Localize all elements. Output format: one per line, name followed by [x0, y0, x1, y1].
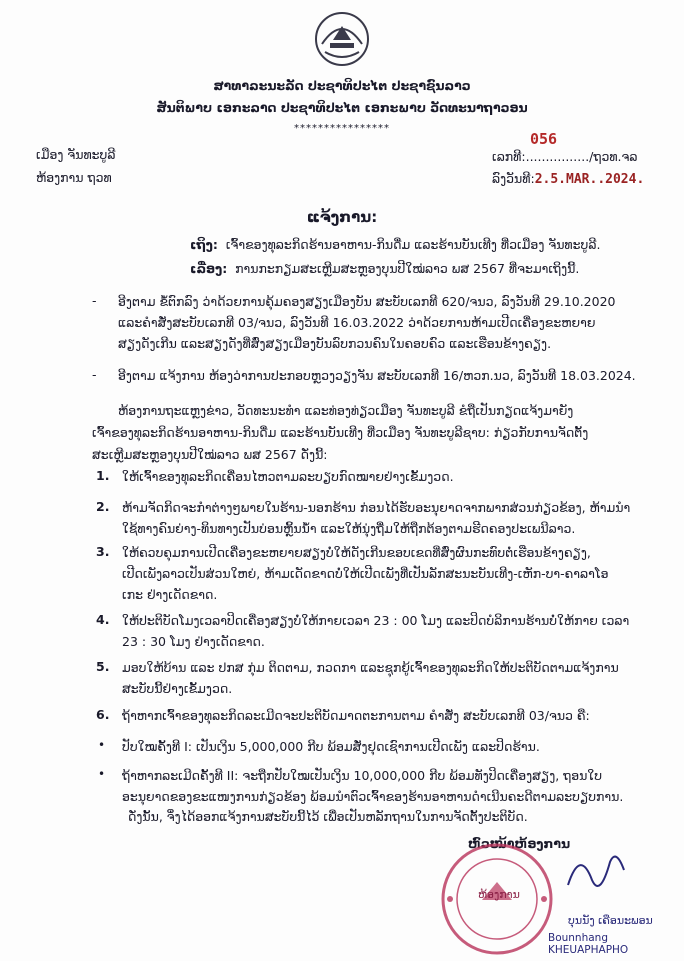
to-text: ເຈົ້າຂອງທຸລະກິດຮ້ານອາຫານ-ກິນດື່ມ ແລະຮ້ານບັນເທີງ ທີ່ວເມືອງ ຈັນທະບູລີ. — [225, 237, 601, 252]
subject-label: ເລື່ອງ: — [190, 261, 228, 276]
intro-line-3: ສະເຫຼີມສະຫຼອງບຸນປີໃໝ່ລາວ ພສ 2567 ດັ່ງນີ້: — [92, 447, 328, 462]
item-1 — [122, 466, 662, 487]
item-line: 23 : 30 ໂມງ ຢ່າງເດັດຂາດ. — [122, 634, 265, 649]
item-number: 4. — [96, 612, 110, 627]
item-line: ຖ້າຫາກເຈົ້າຂອງທຸລະກິດລະເມີດຈະປະຕິບັດມາດຕະການຕາມ ຄໍາສັ່ງ ສະບັບເລກທີ 03/ຈນວ ຄື: — [122, 708, 590, 723]
handwritten-number: 056 — [530, 130, 558, 148]
item-line: ສະບັບນີ້ຢ່າງເຂັ້ມງວດ. — [122, 681, 233, 696]
reference-1 — [118, 291, 658, 354]
to-label: ເຖິງ: — [190, 237, 218, 252]
reference-1-line: ອີງຕາມ ຂໍ້ຕົກລົງ ວ່າດ້ວຍການຄຸ້ມຄອງສຽງເມືອງບັນ ສະບັບເລກທີ 620/ຈນວ, ລົງວັນທີ 29.10.2020 — [118, 294, 616, 309]
document-title: ແຈ້ງການ: — [306, 208, 378, 226]
date-line — [492, 171, 644, 187]
item-number: 6. — [96, 707, 110, 722]
penalty-line: ອະນຸຍາດຂອງຂະແໜງການກ່ຽວຂ້ອງ ພ້ອມນໍາຕົວເຈົ້າຂອງຮ້ານອາຫານດໍາເນີນຄະດີຕາມລະບຽບການ. — [122, 789, 624, 804]
item-line: ໃຫ້ເຈົ້າຂອງທຸລະກິດເຄື່ອນໄຫວຕາມລະບຽບກົດໝາຍຢ່າງເຂັ້ມງວດ. — [122, 469, 454, 484]
reference-2-bullet: - — [92, 367, 97, 382]
number-label: ເລກທີ: — [492, 149, 526, 164]
header-line-2: ສັນຕິພາບ ເອກະລາດ ປະຊາທິປະໄຕ ເອກະພາບ ວັດທະນາຖາວອນ — [156, 100, 528, 115]
penalty-bullet: • — [98, 738, 106, 752]
item-line: ເປີດເພັງລາວເປັນສ່ວນໃຫຍ່, ຫ້າມເດັດຂາດບໍ່ໃຫ້ເປີດເພັງທີ່ເປັນລັກສະນະບັນເທີງ-ເຫັກ-ບາ-ຄາລາໂອ — [122, 566, 609, 581]
stamp-text: ຫ້ອງການ — [478, 888, 520, 901]
reference-2-line: ອີງຕາມ ແຈ້ງການ ຫ້ອງວ່າການປະກອບຫຼວງວຽງຈັນ ສະບັບເລກທີ 16/ຫວກ.ນວ, ລົງວັນທີ 18.03.2024. — [118, 368, 636, 383]
closing-line: ດັ່ງນັ້ນ, ຈຶ່ງໄດ້ອອກແຈ້ງການສະບັບນີ້ໄວ້ ເພື່ອເປັນຫລັກຖານໃນການຈັດຕັ້ງປະຕິບັດ. — [128, 809, 528, 824]
penalty-bullet: • — [98, 767, 106, 781]
item-line: ຫ້າມຈັດກິດຈະກໍາຕ່າງໆພາຍໃນຮ້ານ-ນອກຮ້ານ ກ່ອນໄດ້ຮັບອະນຸຍາດຈາກພາກສ່ວນກ່ຽວຂ້ອງ, ຫ້າມນໍາ — [122, 500, 631, 515]
date-label: ລົງວັນທີ: — [492, 171, 535, 186]
header-line-1: ສາທາລະນະລັດ ປະຊາທິປະໄຕ ປະຊາຊົນລາວ — [213, 78, 471, 93]
header-stars: **************** — [294, 123, 390, 134]
item-number: 1. — [96, 468, 110, 483]
date-value: 2.5.MAR..2024. — [534, 172, 645, 187]
reference-1-line: ສຽງດັງເກີນ ແລະສຽງດັງທີ່ສົ່ງສຽງເມືອງບັນລົບກວນຄົນໃນຄອບຄົວ ແລະເຮືອນຂ້າງຄຽງ. — [118, 336, 552, 351]
item-line: ໃຫ້ປະຕິບັດໂມງເວລາປິດເຄື່ອງສຽງບໍ່ໃຫ້ກາຍເວລາ 23 : 00 ໂມງ ແລະປິດບໍລິການຮ້ານບໍ່ໃຫ້ກາຍ ເວລາ — [122, 613, 630, 628]
signature-icon — [560, 840, 630, 900]
to-line — [190, 237, 600, 252]
item-line: ໃຫ້ຄວບຄຸມການເປີດເຄື່ອງຂະຫຍາຍສຽງບໍ່ໃຫ້ດັງເກີນຂອບເຂດທີ່ສົ່ງຜົນກະທົບຕໍ່ເຮືອນຂ້າງຄຽງ, — [122, 545, 591, 560]
item-4 — [122, 610, 662, 652]
item-number: 3. — [96, 544, 110, 559]
subject-text: ການກະກຽມສະເຫຼີມສະຫຼອງບຸນປີໃໝ່ລາວ ພສ 2567 ທີ່ຈະມາເຖິງນີ້. — [235, 261, 580, 276]
number-line — [492, 149, 637, 164]
number-dots: ................/ຖວທ.ຈລ — [525, 149, 638, 164]
penalty-2 — [122, 765, 662, 807]
intro-line-1: ຫ້ອງການຖະແຫຼງຂ່າວ, ວັດທະນະທໍາ ແລະທ່ອງທ່ຽວເມືອງ ຈັນທະບູລີ ຂໍຖືເປັນກຽດແຈ້ງມາຍັງ — [118, 403, 574, 418]
item-line: ເກະ ຢ່າງເດັດຂາດ. — [122, 587, 218, 602]
reference-1-bullet: - — [92, 293, 97, 308]
national-emblem-icon — [313, 10, 371, 68]
intro-line-2: ເຈົ້າຂອງທຸລະກິດຮ້ານອາຫານ-ກິນດື່ມ ແລະຮ້ານບັນເທີງ ທີ່ວເມືອງ ຈັນທະບູລີຊາບ: ກ່ຽວກັບການຈັດຕັ້ງ — [92, 425, 589, 440]
penalty-1 — [122, 736, 662, 757]
subject-line — [190, 261, 579, 276]
item-number: 5. — [96, 659, 110, 674]
item-6 — [122, 705, 662, 726]
penalty-line: ຖ້າຫາກລະເມີດຄັ້ງທີ II: ຈະຖືກປັບໃໝເປັນເງິນ 10,000,000 ກີບ ພ້ອມທັງປິດເຄື່ອງສຽງ, ຖອນໃບ — [122, 768, 603, 783]
reference-2 — [118, 365, 658, 386]
item-3 — [122, 542, 662, 605]
district-label: ເມືອງ ຈັນທະບູລີ — [36, 147, 116, 162]
item-line: ມອບໃຫ້ບ້ານ ແລະ ປກສ ກຸ່ມ ຕິດຕາມ, ກວດກາ ແລະຊຸກຍູ້ເຈົ້າຂອງທຸລະກິດໃຫ້ປະຕິບັດຕາມແຈ້ງການ — [122, 660, 619, 675]
office-label: ຫ້ອງການ ຖວທ — [36, 170, 112, 185]
item-line: ໃຊ້ທາງຄົນຍ່າງ-ທິນທາງເປັນບ່ອນຫຼິ້ນນໍ້າ ແລະໃຫ້ນຸ່ງຖື່ມໃຫ້ຖືກຕ້ອງຕາມຮີດຄອງປະເພນີລາວ. — [122, 521, 576, 536]
item-5 — [122, 657, 662, 699]
item-2 — [122, 497, 662, 539]
signatory-name-lao: ບຸນນັງ ເຄືອນະພອນ — [568, 914, 653, 927]
reference-1-line: ແລະຄໍາສັ່ງສະບັບເລກທີ 03/ຈນວ, ລົງວັນທີ 16.03.2022 ວ່າດ້ວຍການຫ້າມເປີດເຄື່ອງຂະຫຍາຍ — [118, 315, 596, 330]
item-number: 2. — [96, 499, 110, 514]
signatory-title: ຫົວໜ້າຫ້ອງການ — [468, 836, 571, 851]
penalty-line: ປັບໃໝຄັ້ງທີ I: ເປັນເງິນ 5,000,000 ກີບ ພ້ອມສັ່ງຢຸດເຊົາການເປີດເພັງ ແລະປິດຮ້ານ. — [122, 739, 540, 754]
signatory-name-latin: Bounnhang KHEUAPHAPHO — [548, 932, 629, 956]
